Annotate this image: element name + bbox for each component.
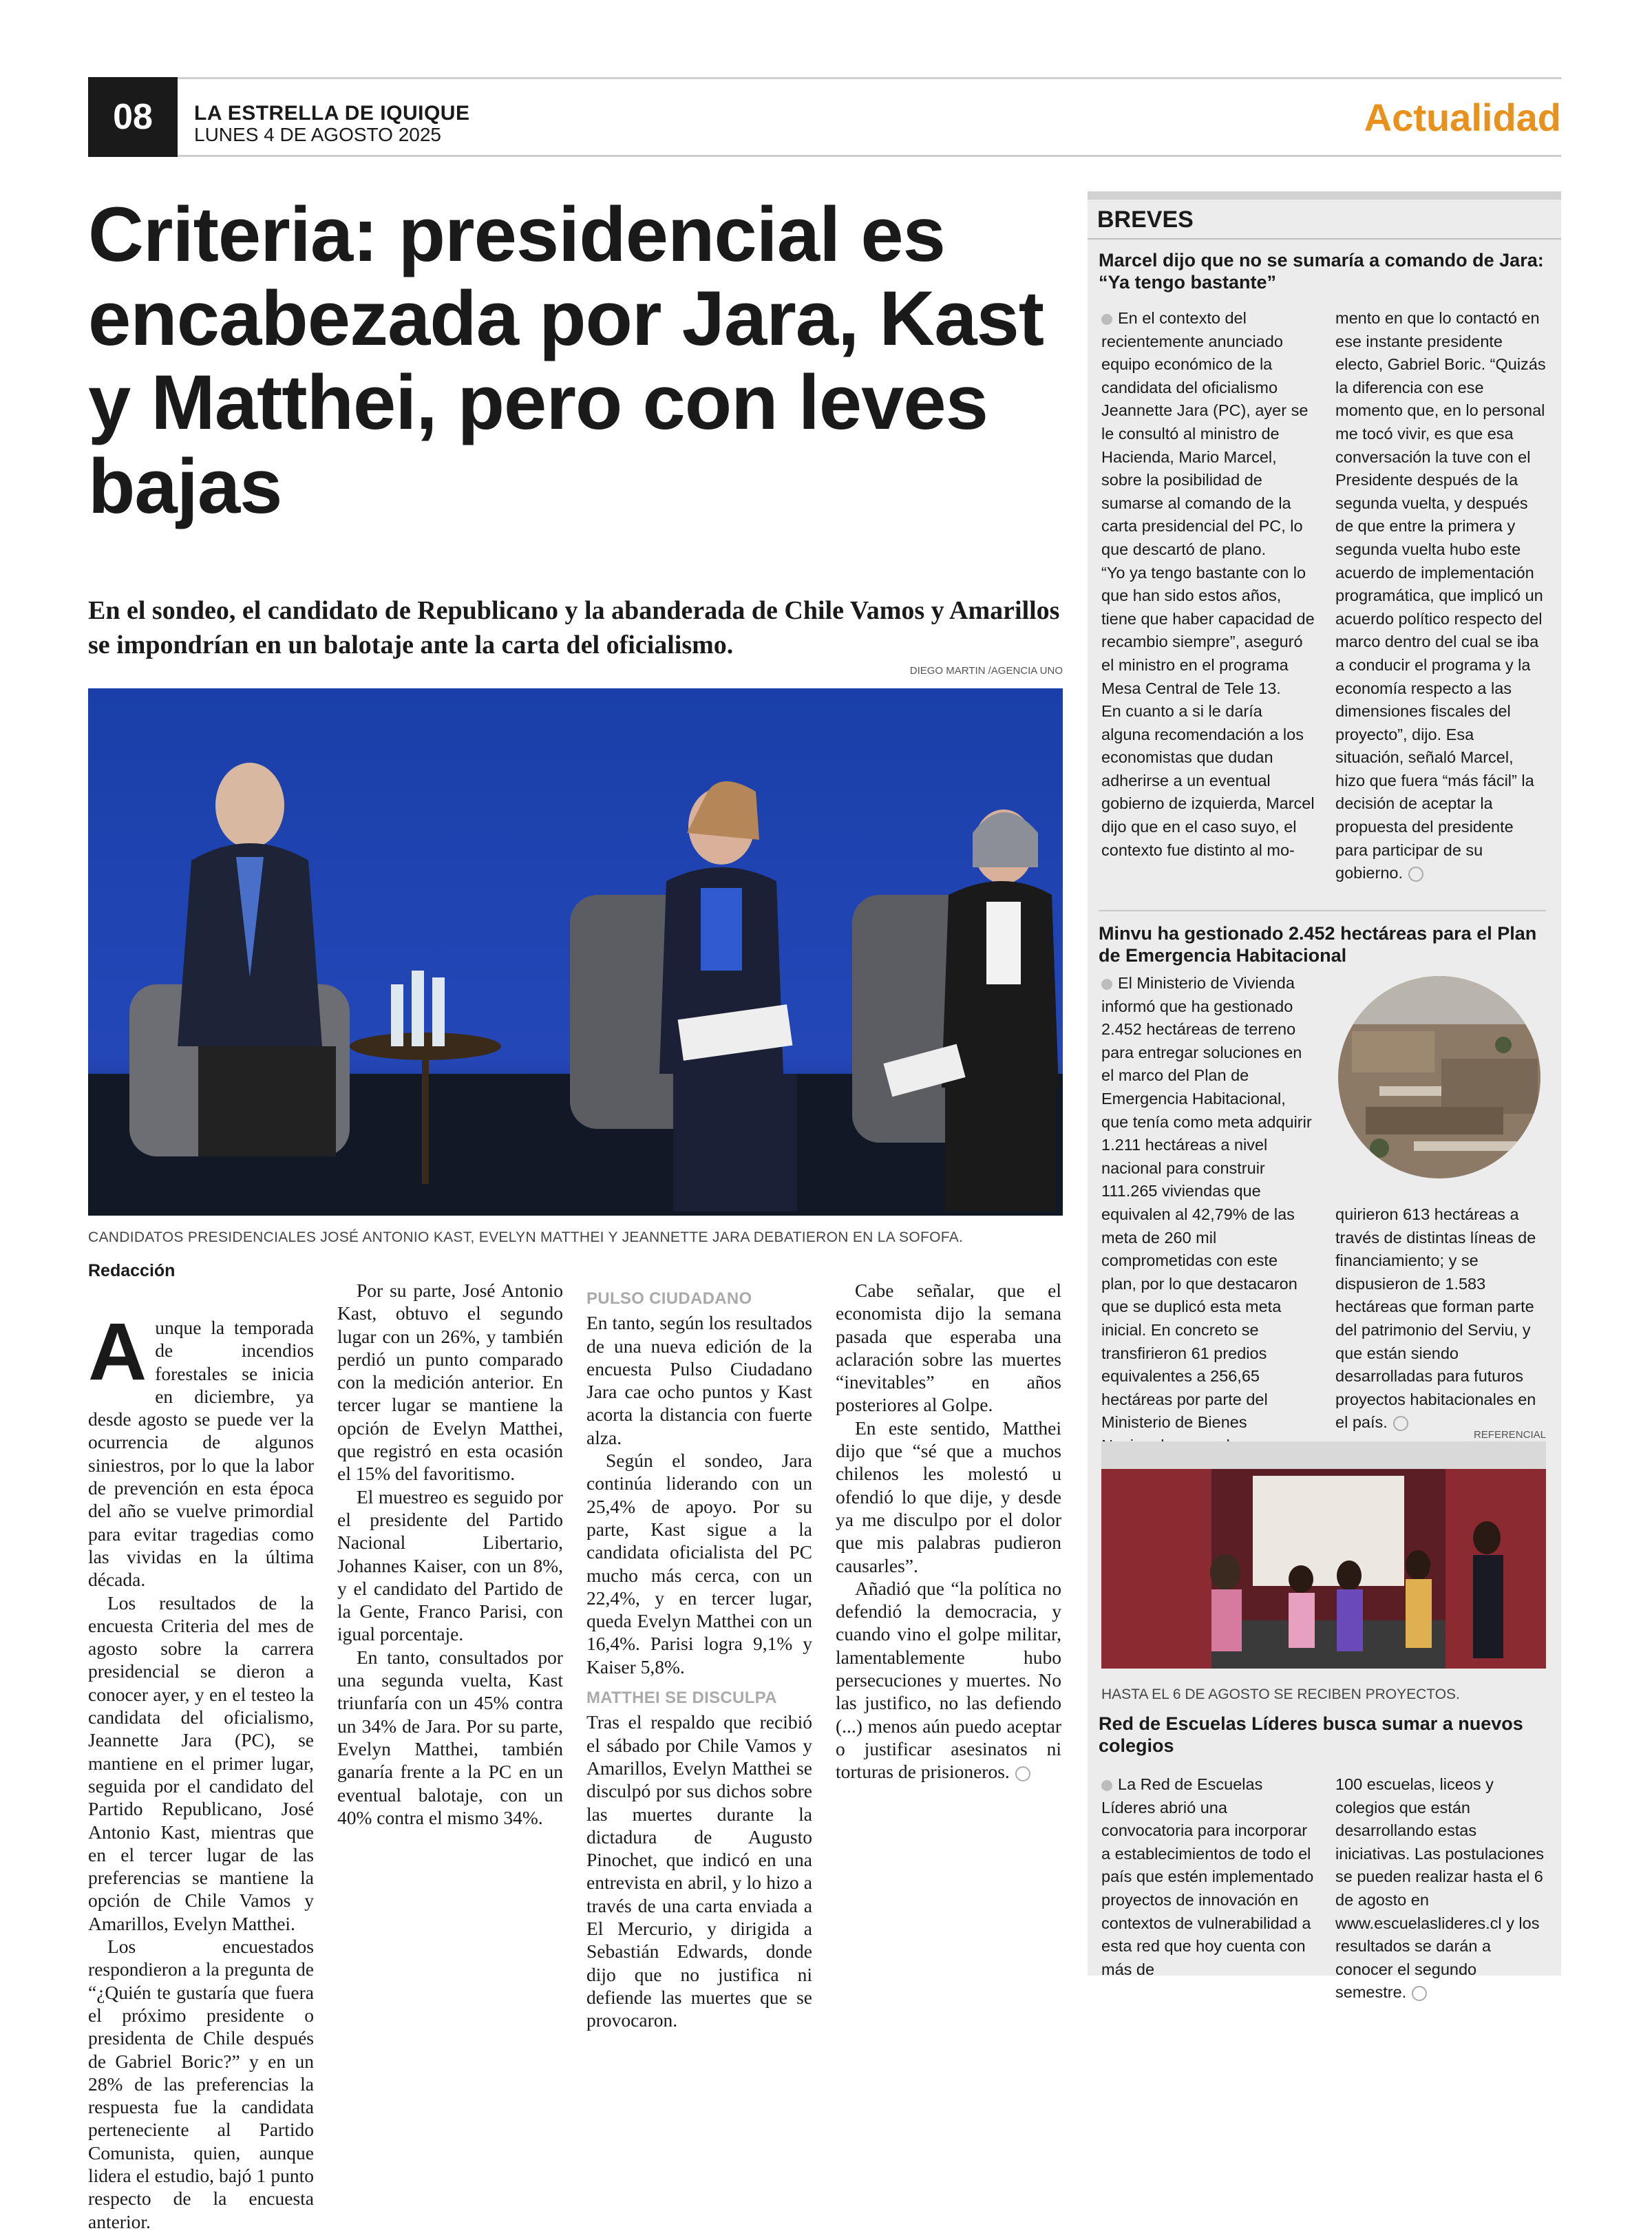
bullet-icon — [1101, 1780, 1112, 1791]
aerial-photo — [1338, 976, 1540, 1178]
issue-date: LUNES 4 DE AGOSTO 2025 — [194, 124, 441, 145]
paragraph: Los encuestados respondieron a la pregunta de “¿Quién te gustaría que fuera el próximo presidente o presidenta de Chile después de Gabriel Boric?” y en un 28% de las preferencias la respuesta fue la candidata perteneciente al Partido Comunista, quien, aunque lidera el estudio, bajó 1 punto respecto de la encuesta anterior. — [88, 1936, 314, 2232]
paragraph: Por su parte, José Antonio Kast, obtuvo el segundo lugar con un 26%, y también perdió un punto comparado con la medición anterior. En tercer lugar se mantiene la opción de Evelyn Matthei, que registró en esta ocasión el 15% del favoritismo. — [337, 1280, 563, 1485]
brief-column: mento en que lo contactó en ese instante presidente electo, Gabriel Boric. “Quizás la diferencia con ese momento que, en lo personal me tocó vivir, es que esa conversación la tuve con el Presidente después de la segunda vuelta, y después de que entre la primera y segunda vuelta hubo este acuerdo de implementación programática, que implicó un acuerdo político respecto del marco dentro del cual se iba a conducir el programa y la economía respecto a las dimensiones fiscales del proyecto”, dijo. Esa situación, señaló Marcel, hizo que fuera “más fácil” la decisión de aceptar la propuesta del presidente para participar de su gobierno. — [1335, 309, 1546, 882]
section-label: Actualidad — [1364, 96, 1561, 139]
brief-column: En el contexto del recientemente anunciado equipo económico de la candidata del oficialismo Jeannette Jara (PC), ayer se le consultó al ministro de Hacienda, Mario Marcel, sobre la posibilidad de sumarse al comando de la carta presidencial del PC, lo que descartó de plano. “Yo ya tengo bastante con lo que han sido estos años, tiene que haber capacidad de recambio siempre”, aseguró el ministro en el programa Mesa Central de Tele 13. En cuanto a si le daría alguna recomendación a los economistas que dudan adherirse a un eventual gobierno de izquierda, Marcel dijo que en el caso suyo, el contexto fue distinto al mo- — [1101, 309, 1315, 859]
article-headline: Criteria: presidencial es encabezada por Jara, Kast y Matthei, pero con leves bajas — [88, 191, 1044, 529]
subheading: PULSO CIUDADANO — [586, 1289, 752, 1308]
end-of-brief-icon — [1412, 1986, 1427, 2001]
paragraph: Tras el respaldo que recibió el sábado por Chile Vamos y Amarillos, Evelyn Matthei se disculpó por sus dichos sobre las muertes durante la dictadura de Augusto Pinochet, que indicó en una entrevista en abril, y lo hizo a través de una carta enviada a El Mercurio, y dirigida a Sebastián Edwards, donde dijo que no justifica ni defiende las muertes que se provocaron. — [586, 1711, 812, 2031]
header-rule-top — [88, 77, 1561, 79]
byline: Redacción — [88, 1261, 176, 1280]
sidebar-title-rule — [1088, 238, 1561, 240]
article-column-3 — [586, 1279, 812, 2032]
paragraph: El muestreo es seguido por el presidente del Partido Nacional Libertario, Johannes Kaiser, con un 8%, y el candidato del Partido de la Gente, Franco Parisi, con igual porcentaje. — [337, 1485, 563, 1645]
paragraph: En tanto, según los resultados de una nueva edición de la encuesta Pulso Ciudadano Jara cae ocho puntos y Kast acorta la distancia con fuerte alza. — [586, 1312, 812, 1448]
bullet-icon — [1101, 314, 1112, 325]
drop-cap: A — [88, 1306, 147, 1397]
main-photo — [88, 688, 1063, 1216]
subheading: MATTHEI SE DISCULPA — [586, 1689, 777, 1708]
article-subheadline: En el sondeo, el candidato de Republicano y la abanderada de Chile Vamos y Amarillos se impondrían en un balotaje ante la carta del oficialismo. — [88, 596, 1060, 659]
bullet-icon — [1101, 979, 1112, 990]
paragraph: En este sentido, Matthei dijo que “sé que a muchos chilenos les molestó u ofendió lo que dije, y desde ya me disculpo por el dolor que mis palabras pudieron causarles”. — [836, 1417, 1061, 1576]
brief-title: Marcel dijo que no se sumaría a comando de Jara: “Ya tengo bastante” — [1099, 250, 1544, 293]
photo-credit: REFERENCIAL — [1473, 1429, 1546, 1441]
paragraph: Los resultados de la encuesta Criteria del mes de agosto sobre la carrera presidencial se dieron a conocer ayer, y en el testeo la candidata del oficialismo, Jeannette Jara (PC), se mantiene en el primer lugar, seguida por el candidato del Partido Republicano, José Antonio Kast, mientras que en el tercer lugar de las preferencias se mantiene la opción de Chile Vamos y Amarillos, Evelyn Matthei. — [88, 1591, 314, 1934]
brief-title: Minvu ha gestionado 2.452 hectáreas para el Plan de Emergencia Habitacional — [1099, 923, 1537, 966]
photo-caption: CANDIDATOS PRESIDENCIALES JOSÉ ANTONIO KAST, EVELYN MATTHEI Y JEANNETTE JARA DEBATIERON EN LA SOFOFA. — [88, 1229, 964, 1245]
newspaper-name: LA ESTRELLA DE IQUIQUE — [194, 102, 470, 125]
brief-column: El Ministerio de Vivienda informó que ha gestionado 2.452 hectáreas de terreno para entregar soluciones en el marco del Plan de Emergencia Habitacional, que tenía como meta adquirir 1.211 hectáreas a nivel nacional para construir 111.265 viviendas que equivalen al 42,79% de las meta de 260 mil comprometidas con este plan, por lo que destacaron que se duplicó esta meta inicial. En concreto se transfirieron 61 predios equivalentes a 256,65 hectáreas por parte del Ministerio de Bienes — [1101, 974, 1312, 1432]
end-of-article-icon — [1015, 1766, 1030, 1781]
paragraph: Añadió que “la política no defendió la democracia, y cuando vino el golpe militar, lamentablemente hubo persecuciones y muertes. No las justifico, no las defiendo (...) menos aún puedo aceptar o justificar asesinatos ni torturas de prisioneros. — [836, 1577, 1061, 1783]
article-column-2 — [337, 1279, 563, 1829]
photo-credit: DIEGO MARTIN /AGENCIA UNO — [909, 665, 1063, 677]
paragraph: Según el sondeo, Jara continúa liderando con un 25,4% de apoyo. Por su parte, Kast sigue a la candidata oficialista del PC mucho más cerca, con un 22,4%, y en tercer lugar, queda Evelyn Matthei con un 16,4%. Parisi logra 9,1% y Kaiser 5,8%. — [586, 1450, 812, 1678]
brief-column: 100 escuelas, liceos y colegios que están desarrollando estas iniciativas. Las postulaciones se pueden realizar hasta el 6 de agosto en www.escuelaslideres.cl y los resultados se darán a conocer el segundo semestre. — [1335, 1775, 1545, 2002]
page-number: 08 — [88, 77, 178, 157]
brief-title: Red de Escuelas Líderes busca sumar a nuevos colegios — [1099, 1713, 1523, 1756]
header-rule-bottom — [88, 155, 1561, 157]
article-column-4 — [836, 1279, 1061, 1784]
school-photo — [1101, 1441, 1546, 1669]
brief-column: quirieron 613 hectáreas a través de distintas líneas de financiamiento; y se dispusieron de 1.583 hectáreas que forman parte del patrimonio del Serviu, y que están siendo desarrolladas para futuros proyectos habitacionales en el país. — [1335, 1205, 1536, 1432]
sidebar-title: BREVES — [1097, 207, 1194, 233]
article-column-1 — [88, 1306, 314, 2233]
paragraph: Aunque la temporada de incendios forestales se inicia en diciembre, ya desde agosto se puede ver la ocurrencia de algunos siniestros, por lo que la labor de prevención en esta época del año se vuelve primordial para evitar tragedias como las vividas en la última década. — [88, 1306, 314, 1591]
paragraph: Cabe señalar, que el economista dijo la semana pasada que esperaba una aclaración sobre las muertes “inevitables” en años posteriores al Golpe. — [836, 1280, 1061, 1416]
photo-caption: HASTA EL 6 DE AGOSTO SE RECIBEN PROYECTOS. — [1101, 1686, 1460, 1702]
end-of-brief-icon — [1408, 867, 1423, 882]
paragraph: En tanto, consultados por una segunda vuelta, Kast triunfaría con un 45% contra un 34% de Jara. Por su parte, Evelyn Matthei, también ganaría frente a la PC en un eventual balotaje, con un 40% contra el mismo 34%. — [337, 1646, 563, 1828]
sidebar-top-bar — [1088, 191, 1561, 200]
brief-divider — [1099, 910, 1546, 911]
brief-column: La Red de Escuelas Líderes abrió una convocatoria para incorporar a establecimientos de todo el país que estén implementado proyectos de innovación en contextos de vulnerabilidad a esta red que hoy cuenta con más de — [1101, 1775, 1314, 1978]
